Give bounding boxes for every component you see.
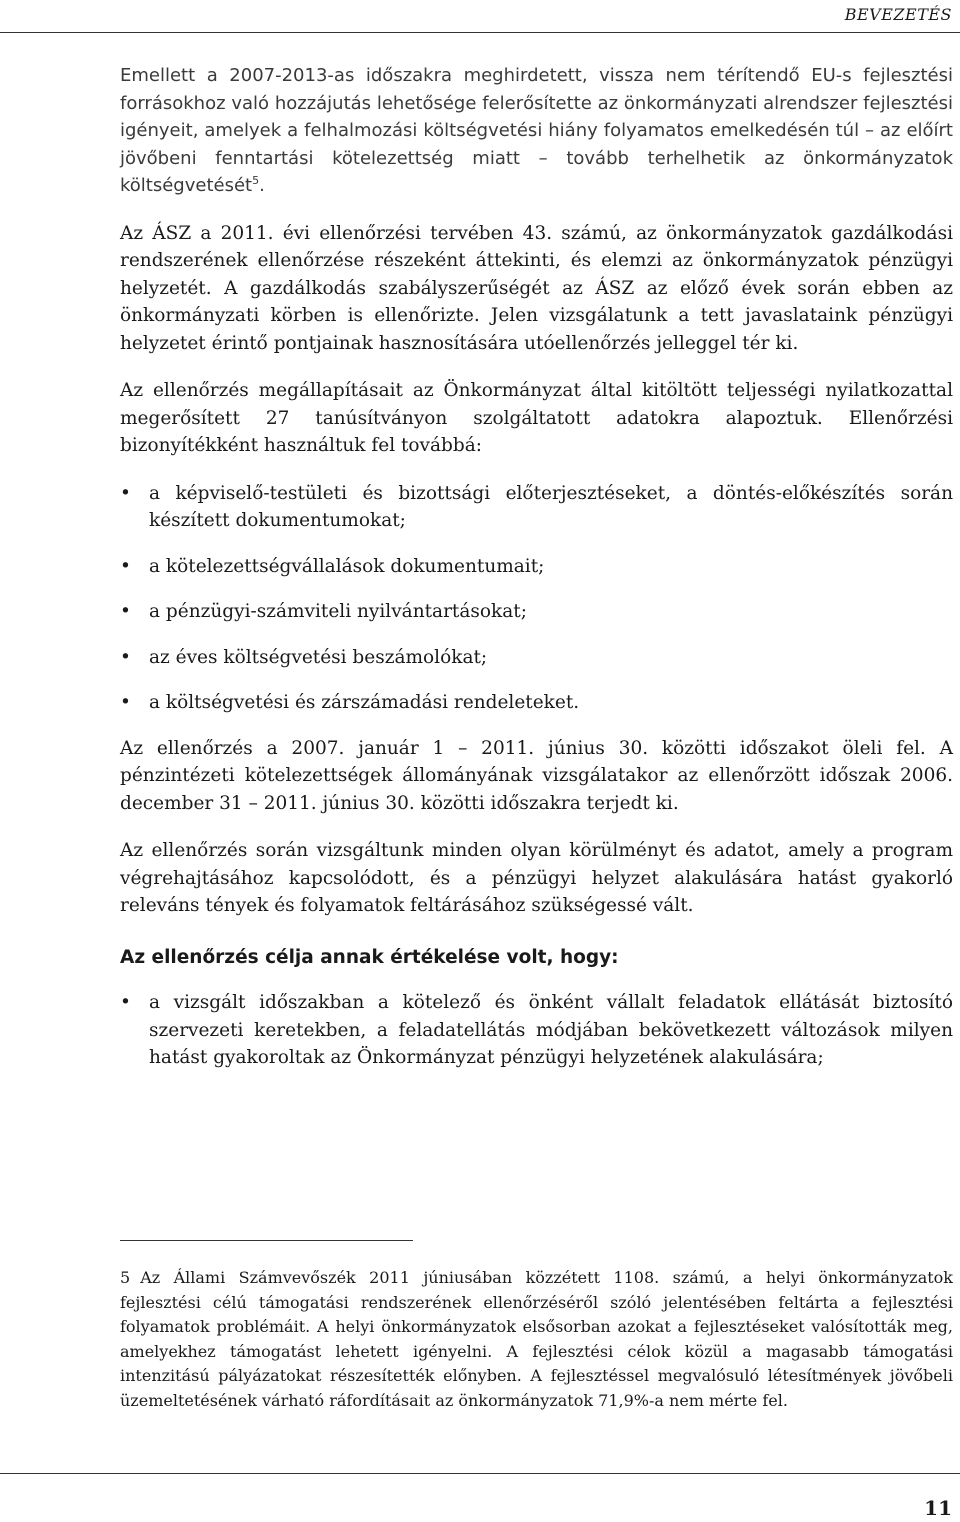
section-label: BEVEZETÉS (844, 5, 952, 24)
footnote-ref[interactable]: 5 (252, 174, 260, 187)
page-body (120, 62, 953, 1090)
footnote-mark: 5 (120, 1268, 131, 1287)
list-item: • a kötelezettségvállalások dokumentumait; (120, 553, 953, 581)
evidence-list (120, 480, 953, 717)
paragraph-eu-funding-end: . (259, 175, 265, 196)
paragraph-evidence-intro: Az ellenőrzés megállapításait az Önkormányzat által kitöltött teljességi nyilatkozattal megerősített 27 tanúsítványon szolgáltatott adatokra alapoztuk. Ellenőrzési bizonyítékként használtuk fel továbbá: (120, 380, 953, 456)
footnote (120, 1266, 953, 1413)
page-header (0, 0, 960, 34)
paragraph-eu-funding (120, 62, 953, 200)
footnote-divider (120, 1240, 413, 1241)
page-number: 11 (924, 1496, 952, 1520)
footer-divider (0, 1473, 960, 1474)
paragraph-eu-funding-text: Emellett a 2007-2013-as időszakra meghirdetett, vissza nem térítendő EU-s fejlesztési forrásokhoz való hozzájutás lehetősége felerősítette az önkormányzati alrendszer fejlesztési igényeit, amelyek a felhalmozási költségvetési hiány folyamatos emelkedésén túl – az előírt jövőbeni fenntartási kötelezettség miatt – tovább terhelhetik az önkormányzatok költségvetését (120, 65, 953, 196)
paragraph-audit-period: Az ellenőrzés a 2007. január 1 – 2011. június 30. közötti időszakot öleli fel. A pénzintézeti kötelezettségek állományának vizsgálatakor az ellenőrzött időszak 2006. december 31 – 2011. június 30. közötti időszakra terjedt ki. (120, 737, 953, 814)
goal-heading: Az ellenőrzés célja annak értékelése volt, hogy: (120, 946, 619, 968)
list-item: • a költségvetési és zárszámadási rendeleteket. (120, 689, 953, 717)
list-item: • a vizsgált időszakban a kötelező és önként vállalt feladatok ellátását biztosító szervezeti keretekben, a feladatellátás módjában bekövetkezett változások milyen hatást gyakoroltak az Önkormányzat pénzügyi helyzetének alakulására; (120, 989, 953, 1072)
list-item: • a pénzügyi-számviteli nyilvántartásokat; (120, 598, 953, 626)
list-item: • a képviselő-testületi és bizottsági előterjesztéseket, a döntés-előkészítés során készített dokumentumokat; (120, 480, 953, 535)
paragraph-audit-scope: Az ellenőrzés során vizsgáltunk minden olyan körülményt és adatot, amely a program végrehajtásához kapcsolódott, és a pénzügyi helyzet alakulására hatást gyakorló releváns tények és folyamatok feltárásához szükségessé vált. (120, 840, 953, 916)
header-divider (0, 32, 960, 33)
list-item: • az éves költségvetési beszámolókat; (120, 644, 953, 672)
goal-list (120, 989, 953, 1072)
paragraph-audit-plan: Az ÁSZ a 2011. évi ellenőrzési tervében 43. számú, az önkormányzatok gazdálkodási rendszerének ellenőrzése részeként áttekinti, és elemzi az önkormányzatok pénzügyi helyzetét. A gazdálkodás szabályszerűségét az ÁSZ az előző évek során ebben az önkormányzati körben is ellenőrizte. Jelen vizsgálatunk a tett javaslataink pénzügyi helyzetet érintő pontjainak hasznosítására utóellenőrzés jelleggel tér ki. (120, 222, 953, 354)
footnote-text: Az Állami Számvevőszék 2011 júniusában közzétett 1108. számú, a helyi önkormányzatok fejlesztési célú támogatási rendszerének ellenőrzéséről szóló jelentésében feltárta a fejlesztési folyamatok problémáit. A helyi önkormányzatok elsősorban azokat a fejlesztéseket valósították meg, amelyekhez támogatást lehetett igényelni. A fejlesztési célok közül a magasabb támogatási intenzitású pályázatokat részesítették előnyben. A fejlesztéssel megvalósuló létesítmények jövőbeli üzemeltetésének várható ráfordításait az önkormányzatok 71,9%-a nem mérte fel. (120, 1268, 953, 1410)
